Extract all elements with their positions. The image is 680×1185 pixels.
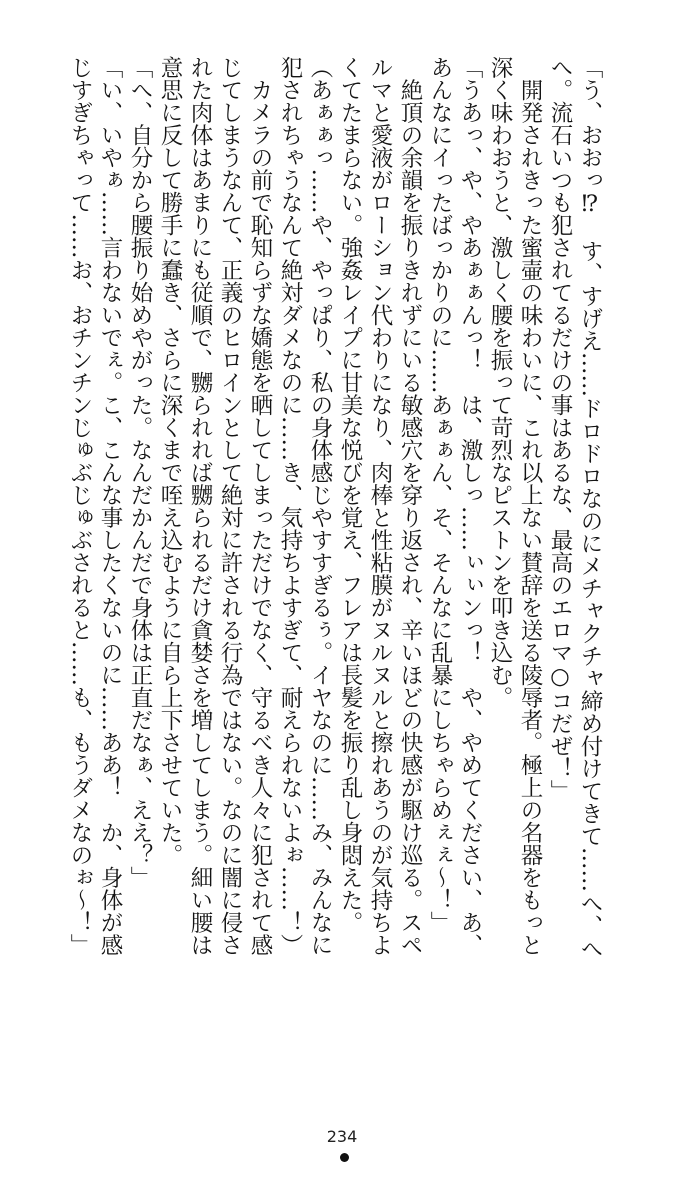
text-column: ルマと愛液がローション代わりになり、肉棒と性粘膜がヌルヌルと擦れあうのが気持ちよ: [367, 56, 393, 956]
body-text: [65, 56, 605, 962]
text-column: 「へ、自分から腰振り始めやがった。なんだかんだで身体は正直だなぁ、ええ？」: [127, 56, 153, 889]
text-column: じてしまうなんて、正義のヒロインとして絶対に許される行為ではない。なのに闇に侵さ: [217, 56, 243, 956]
text-column: 「う、おおっ⁉ す、すげえ……ドロドロなのにメチャクチャ締め付けてきて……へ、へ: [577, 56, 603, 960]
text-column: あんなにイったばっかりのに……あぁぁん、そ、そんなに乱暴にしちゃらめぇぇ～！」: [427, 56, 453, 934]
text-column: じすぎちゃって……お、おチンチンじゅぶじゅぶされると……も、もうダメなのぉ～！」: [67, 56, 93, 956]
page-number: 234: [326, 1127, 358, 1146]
text-column: 開発されきった蜜壷の味わいに、これ以上ない賛辞を送る陵辱者。極上の名器をもっと: [517, 56, 543, 956]
page-marker-dot: [340, 1153, 349, 1162]
text-column: れた肉体はあまりにも従順で、嬲られれば嬲られるだけ貪婪さを増してしまう。細い腰は: [187, 56, 213, 956]
text-column: 意思に反して勝手に蠢き、さらに深くまで咥え込むように自ら上下させていた。: [157, 56, 183, 866]
text-column: 深く味わおうと、激しく腰を振って苛烈なピストンを叩き込む。: [487, 56, 513, 709]
text-column: くてたまらない。強姦レイプに甘美な悦びを覚え、フレアは長髪を振り乱し身悶えた。: [337, 56, 363, 934]
text-column: カメラの前で恥知らずな嬌態を晒してしまっただけでなく、守るべき人々に犯されて感: [247, 56, 273, 956]
text-column: へ。流石いつも犯されてるだけの事はあるな、最高のエロマ○コだぜ！」: [547, 56, 573, 802]
text-column: 「い、いやぁ……言わないでぇ。こ、こんな事したくないのに……ああ！ か、身体が感: [97, 56, 123, 956]
text-column: 「うあっ、や、やあぁぁんっ！ は、激しっ……ぃぃンっ！ や、やめてください、あ、: [457, 56, 483, 956]
text-column: （あぁぁっ……や、やっぱり、私の身体感じやすすぎるぅ。イヤなのに……み、みんなに: [307, 56, 333, 956]
text-column: 絶頂の余韻を振りきれずにいる敏感穴を穿り返され、辛いほどの快感が駆け巡る。スペ: [397, 56, 423, 956]
text-column: 犯されちゃうなんて絶対ダメなのに……き、気持ちよすぎて、耐えられないよぉ……！）: [277, 56, 303, 956]
